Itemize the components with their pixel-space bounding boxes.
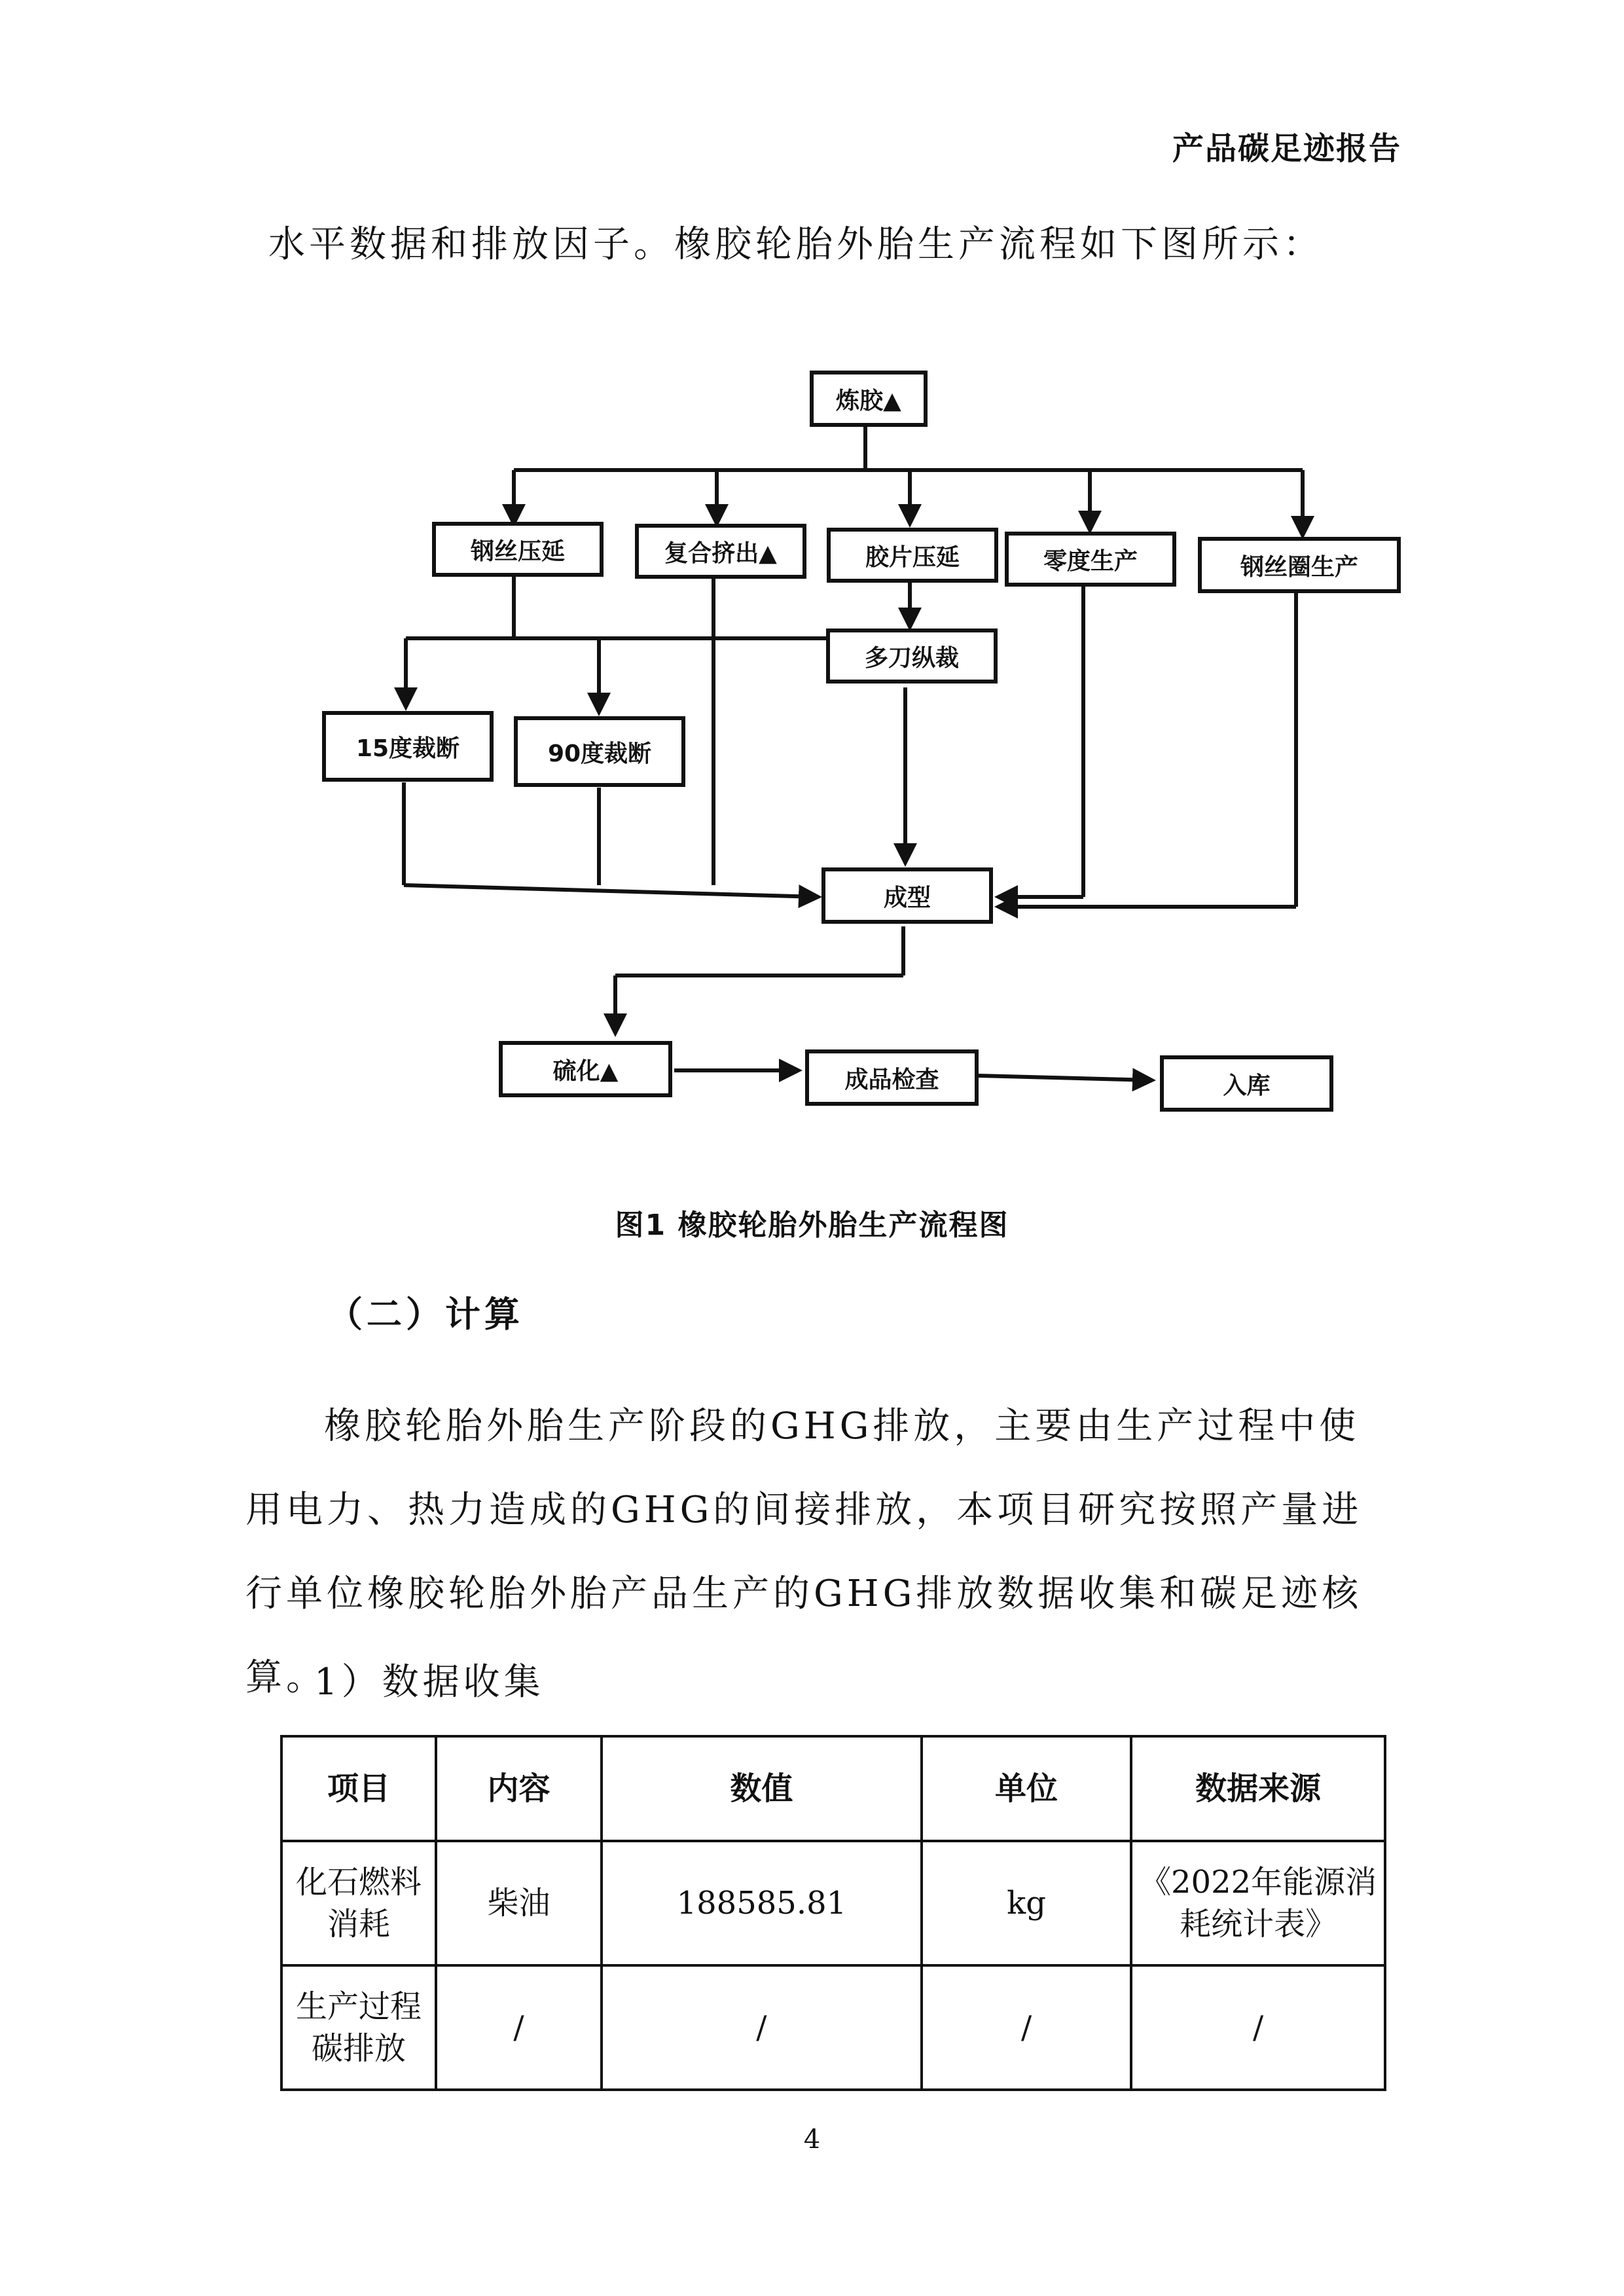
- table-header-row: [281, 1736, 1385, 1841]
- node-chengxing: 成型: [821, 867, 993, 924]
- node-jiaopian-yayan: 胶片压延: [827, 528, 998, 583]
- node-lingdu-shengchan: 零度生产: [1005, 532, 1176, 587]
- table-row: [281, 1965, 1385, 2090]
- page-number: 4: [803, 2124, 821, 2155]
- table-row: [281, 1841, 1385, 1965]
- table-cell: 188585.81: [602, 1841, 922, 1965]
- table-cell: /: [922, 1965, 1131, 2090]
- report-header: 产品碳足迹报告: [1172, 130, 1401, 167]
- table-header-cell: 单位: [922, 1736, 1131, 1841]
- node-cai90: 90度裁断: [514, 716, 685, 787]
- table-cell: /: [1131, 1965, 1385, 2090]
- node-lianjiao: 炼胶▲: [810, 371, 928, 427]
- node-chengpin-jiancha: 成品检查: [805, 1049, 979, 1106]
- node-gangsiquan-shengchan: 钢丝圈生产: [1198, 537, 1401, 593]
- table-cell: kg: [922, 1841, 1131, 1965]
- table-header-cell: 项目: [281, 1736, 436, 1841]
- table-header-cell: 内容: [436, 1736, 602, 1841]
- table-cell: 柴油: [436, 1841, 602, 1965]
- node-ruku: 入库: [1160, 1055, 1333, 1112]
- section-title: （二）计算: [327, 1294, 524, 1335]
- sub-title: 1）数据收集: [314, 1661, 545, 1704]
- table-cell: 生产过程碳排放: [281, 1965, 436, 2090]
- table-cell: 《2022年能源消耗统计表》: [1131, 1841, 1385, 1965]
- intro-paragraph: 水平数据和排放因子。橡胶轮胎外胎生产流程如下图所示：: [268, 223, 1324, 266]
- node-liuhua: 硫化▲: [499, 1041, 672, 1097]
- table-cell: /: [436, 1965, 602, 2090]
- table-header-cell: 数值: [602, 1736, 922, 1841]
- node-gangsi-yayan: 钢丝压延: [432, 522, 604, 577]
- node-duodao-zongcai: 多刀纵裁: [826, 629, 998, 683]
- table-header-cell: 数据来源: [1131, 1736, 1385, 1841]
- figure-caption: 图1 橡胶轮胎外胎生产流程图: [615, 1209, 1009, 1242]
- calc-paragraph: 橡胶轮胎外胎生产阶段的GHG排放，主要由生产过程中使用电力、热力造成的GHG的间接排放，本项目研究按照产量进行单位橡胶轮胎外胎产品生产的GHG排放数据收集和碳足迹核算。: [245, 1405, 1363, 1699]
- node-cai15: 15度裁断: [322, 711, 494, 782]
- node-fuhe-jichu: 复合挤出▲: [635, 524, 806, 579]
- data-table: [280, 1735, 1386, 2091]
- table-cell: /: [602, 1965, 922, 2090]
- table-cell: 化石燃料消耗: [281, 1841, 436, 1965]
